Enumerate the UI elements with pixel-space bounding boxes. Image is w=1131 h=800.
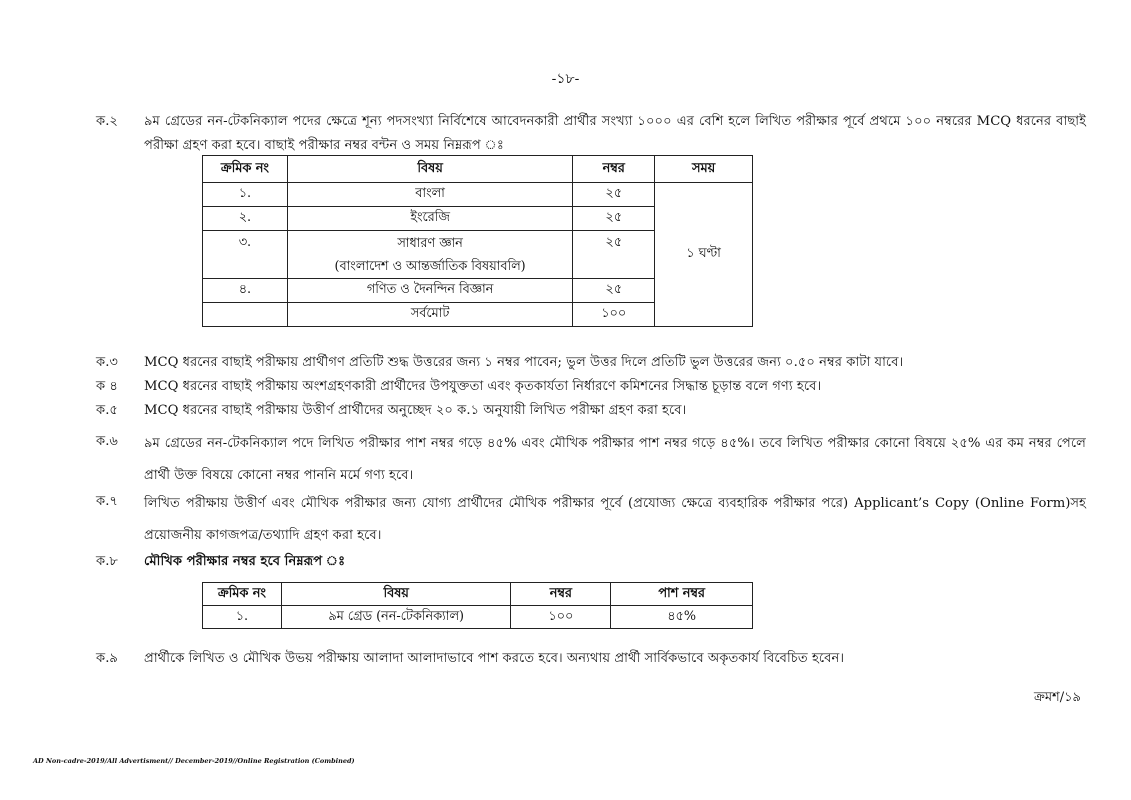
header-serial: ক্রমিক নং [203,156,288,183]
header-subject: বিষয় [287,156,572,183]
continued-note: ক্রমশ/১৯ [1033,690,1081,705]
table-header-row [203,583,753,606]
paragraph-text-line1: ৯ম গ্রেডের নন-টেকনিক্যাল পদের ক্ষেত্রে শূন্য পদসংখ্যা নির্বিশেষে আবেদনকারী প্রার্থীর সংখ্যা ১০০০ এর বেশি হলে লিখিত পরীক্ষার পূর্বে প্রথমে ১০০ নম্বরের MCQ ধরনের বাছাই [144,114,1086,129]
paragraph-label: ক.৭ [96,494,118,509]
cell-subject: বাংলা [287,183,572,207]
header-time: সময় [655,156,753,183]
header-pass-marks: পাশ নম্বর [611,583,753,606]
cell-marks: ২৫ [573,279,655,303]
paragraph-label: ক.৬ [96,434,118,449]
viva-marks-table [202,582,753,629]
cell-total-label: সর্বমোট [287,303,572,327]
paragraph-label: ক ৪ [96,379,118,394]
paragraph-k8 [96,550,1086,574]
header-marks: নম্বর [573,156,655,183]
paragraph-heading: মৌখিক পরীক্ষার নম্বর হবে নিম্নরূপ ঃ [144,554,346,569]
page-number: -১৮- [551,71,580,87]
paragraph-text: প্রার্থীকে লিখিত ও মৌখিক উভয় পরীক্ষায় আলাদা আলাদাভাবে পাশ করতে হবে। অন্যথায় প্রার্থী সার্বিকভাবে অকৃতকার্য বিবেচিত হবেন। [144,651,845,666]
paragraph-text [144,428,1086,492]
paragraph-text [144,488,1086,552]
table-row [203,183,753,207]
paragraph-k2 [96,110,1086,158]
cell-serial: ১. [203,606,282,629]
paragraph-label: ক.৯ [96,651,118,666]
paragraph-text-line2: উক্ত বিষয়ে কোনো নম্বর পাননি মর্মে গণ্য হবে। [174,468,414,483]
header-subject: বিষয় [281,583,511,606]
paragraph-text-line1: লিখিত পরীক্ষায় উত্তীর্ণ এবং মৌখিক পরীক্ষার জন্য যোগ্য প্রার্থীদের মৌখিক পরীক্ষার পূর্বে (প্রযোজ্য ক্ষেত্রে ব্যবহারিক পরীক্ষার পরে) Applicant’s Copy (Online Form)সহ প্রয়োজনীয় [144,496,1086,543]
cell-time: ১ ঘণ্টা [655,183,753,327]
paragraph-k5 [96,399,1086,423]
cell-marks: ২৫ [573,207,655,231]
footer-reference: AD Non-cadre-2019/All Advertisment// December-2019//Online Registration (Combined) [33,757,355,765]
cell-subject-line2: (বাংলাদেশ ও আন্তর্জাতিক বিষয়াবলি) [334,258,526,274]
paragraph-text: MCQ ধরনের বাছাই পরীক্ষায় উত্তীর্ণ প্রার্থীদের অনুচ্ছেদ ২০ ক.১ অনুযায়ী লিখিত পরীক্ষা গ্রহণ করা হবে। [144,403,687,418]
paragraph-label: ক.৮ [96,554,118,569]
cell-subject-line1: সাধারণ জ্ঞান [397,235,463,251]
paragraph-label: ক.৫ [96,403,118,418]
cell-marks: ২৫ [573,231,655,279]
cell-subject: ৯ম গ্রেড (নন-টেকনিক্যাল) [281,606,511,629]
paragraph-text [144,110,1086,158]
cell-subject: গণিত ও দৈনন্দিন বিজ্ঞান [287,279,572,303]
cell-empty [203,303,288,327]
paragraph-text-line2: পরীক্ষা গ্রহণ করা হবে। বাছাই পরীক্ষার নম্বর বন্টন ও সময় নিম্নরূপ ঃ [144,138,504,153]
paragraph-label: ক.২ [96,114,118,129]
cell-serial: ১. [203,183,288,207]
paragraph-text-line2: কাগজপত্র/তথ্যাদি গ্রহণ করা হবে। [206,528,382,543]
mcq-marks-table [202,155,753,327]
cell-marks: ২৫ [573,183,655,207]
header-serial: ক্রমিক নং [203,583,282,606]
cell-pass-marks: ৪৫% [611,606,753,629]
paragraph-text: MCQ ধরনের বাছাই পরীক্ষায় প্রার্থীগণ প্রতিটি শুদ্ধ উত্তরের জন্য ১ নম্বর পাবেন; ভুল উত্তর দিলে প্রতিটি ভুল উত্তরের জন্য ০.৫০ নম্বর কাটা যাবে। [144,355,904,370]
cell-serial: ৪. [203,279,288,303]
paragraph-k7 [96,488,1086,552]
cell-serial: ২. [203,207,288,231]
table-row [203,606,753,629]
paragraph-k9 [96,647,1086,671]
paragraph-k4 [96,375,1086,399]
cell-marks: ১০০ [511,606,611,629]
paragraph-text: MCQ ধরনের বাছাই পরীক্ষায় অংশগ্রহণকারী প্রার্থীদের উপযুক্ততা এবং কৃতকার্যতা নির্ধারণে কমিশনের সিদ্ধান্ত চূড়ান্ত বলে গণ্য হবে। [144,379,822,394]
cell-subject: ইংরেজি [287,207,572,231]
paragraph-label: ক.৩ [96,355,118,370]
cell-serial: ৩. [203,231,288,279]
paragraph-k6 [96,428,1086,492]
cell-total-marks: ১০০ [573,303,655,327]
paragraph-text-line1: ৯ম গ্রেডের নন-টেকনিক্যাল পদে লিখিত পরীক্ষার পাশ নম্বর গড়ে ৪৫% এবং মৌখিক পরীক্ষার পাশ নম্বর গড়ে ৪৫%। তবে লিখিত পরীক্ষার কোনো বিষয়ে ২৫% এর কম নম্বর পেলে প্রার্থী [144,436,1086,483]
paragraph-k3 [96,351,1086,375]
cell-subject [287,231,572,279]
table-header-row [203,156,753,183]
header-marks: নম্বর [511,583,611,606]
